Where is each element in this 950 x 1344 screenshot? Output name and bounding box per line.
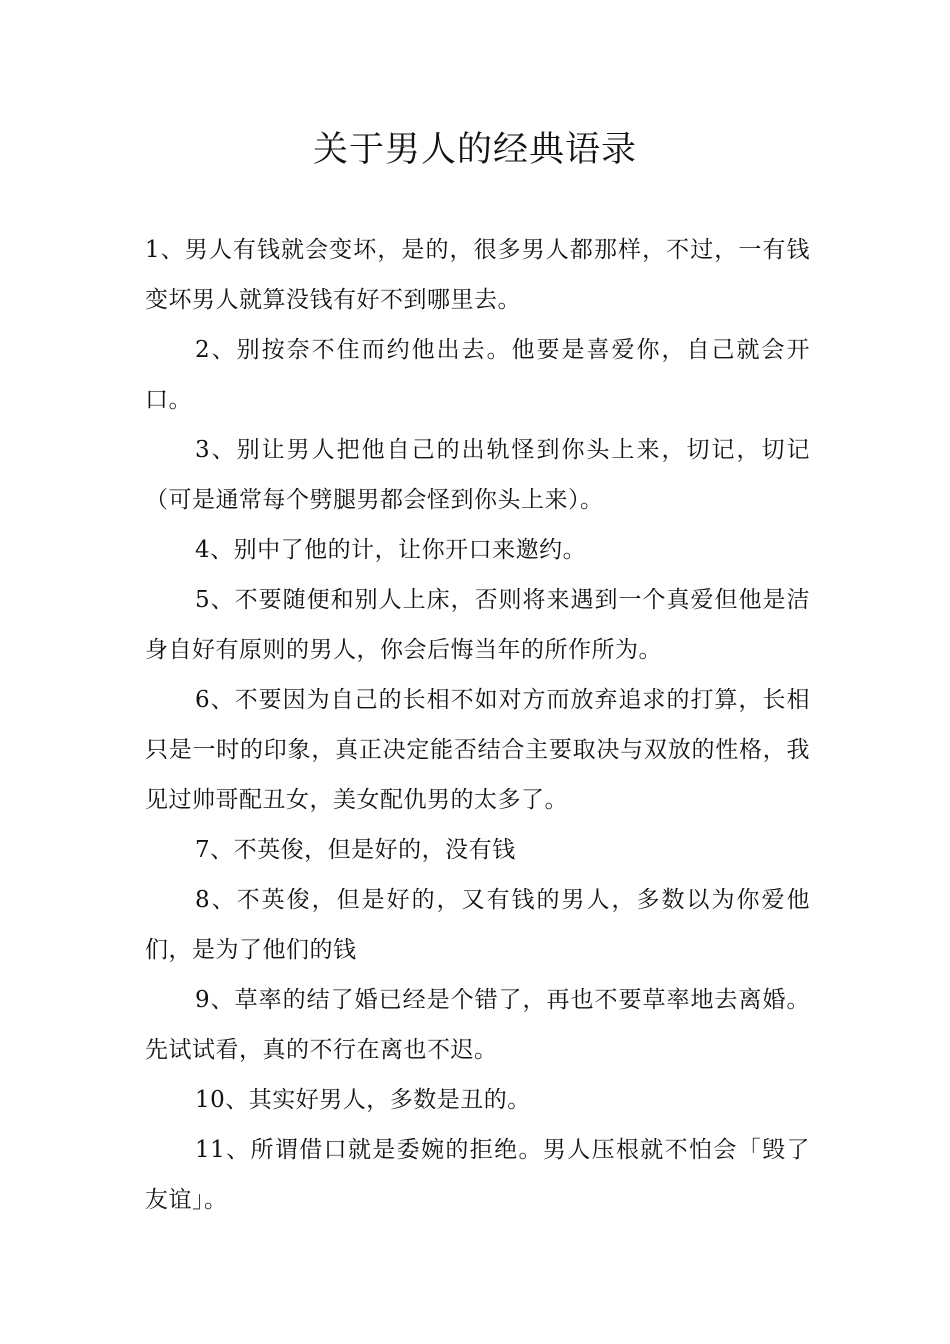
paragraph-11: 11、所谓借口就是委婉的拒绝。男人压根就不怕会「毁了友谊」。: [145, 1137, 810, 1213]
paragraph-3: 3、别让男人把他自己的出轨怪到你头上来，切记，切记（可是通常每个劈腿男都会怪到你头上来）。: [145, 437, 810, 513]
paragraph-9: 9、草率的结了婚已经是个错了，再也不要草率地去离婚。先试试看，真的不行在离也不迟。: [145, 987, 810, 1063]
document-body: [145, 225, 810, 1225]
paragraph-2: 2、别按奈不住而约他出去。他要是喜爱你，自己就会开口。: [145, 337, 810, 413]
paragraph-7: 7、不英俊，但是好的，没有钱: [195, 837, 516, 863]
paragraph-1: 1、男人有钱就会变坏，是的，很多男人都那样，不过，一有钱变坏男人就算没钱有好不到哪里去。: [145, 237, 810, 313]
paragraph-5: 5、不要随便和别人上床，否则将来遇到一个真爱但他是洁身自好有原则的男人，你会后悔当年的所作所为。: [145, 587, 810, 663]
paragraph-10: 10、其实好男人，多数是丑的。: [195, 1087, 531, 1113]
document-title: 关于男人的经典语录: [312, 130, 637, 170]
paragraph-4: 4、别中了他的计，让你开口来邀约。: [195, 537, 587, 563]
paragraph-8: 8、不英俊，但是好的，又有钱的男人，多数以为你爱他们，是为了他们的钱: [145, 887, 810, 963]
paragraph-6: 6、不要因为自己的长相不如对方而放弃追求的打算，长相只是一时的印象，真正决定能否结合主要取决与双放的性格，我见过帅哥配丑女，美女配仇男的太多了。: [145, 687, 810, 813]
